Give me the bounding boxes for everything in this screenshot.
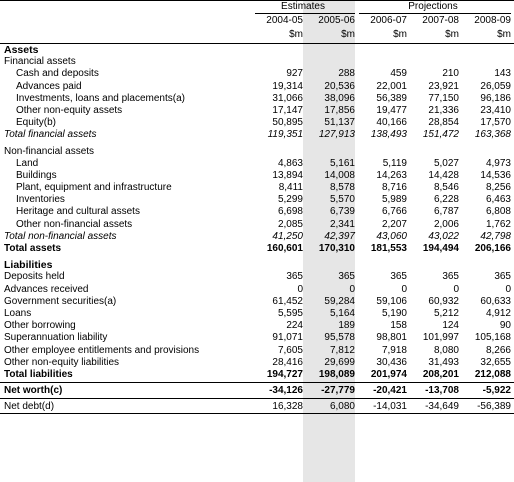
row-value: 42,397 — [324, 230, 355, 242]
row-value: 6,808 — [485, 206, 511, 218]
divider-rule — [0, 382, 514, 383]
unit-label: $m — [341, 29, 355, 40]
row-value: 22,001 — [376, 80, 407, 92]
row-label: Net worth(c) — [4, 385, 63, 397]
row-value: 158 — [390, 320, 407, 332]
row-value: 28,416 — [272, 356, 303, 368]
row-value: 208,201 — [422, 368, 459, 380]
year-header: 2004-05 — [266, 15, 303, 26]
row-label: Government securities(a) — [4, 295, 117, 307]
row-value: 96,186 — [480, 92, 511, 104]
row-value: 206,166 — [474, 243, 511, 254]
table-row — [0, 170, 514, 182]
bottom-rule — [0, 413, 514, 414]
row-label: Equity(b) — [16, 117, 57, 129]
row-value: 0 — [401, 283, 407, 295]
table-row — [0, 182, 514, 194]
row-value: 23,921 — [428, 80, 459, 92]
row-label: Superannuation liability — [4, 332, 108, 344]
row-label: Other employee entitlements and provisions — [4, 344, 200, 356]
row-value: 14,536 — [480, 169, 511, 181]
row-value: 210 — [442, 68, 459, 80]
row-value: 43,022 — [428, 230, 459, 242]
row-value: 19,314 — [272, 80, 303, 92]
row-value: 201,974 — [370, 368, 407, 380]
section-heading-liabilities-label: Liabilities — [4, 259, 53, 272]
subheading-financial-assets — [0, 56, 514, 68]
row-value: 31,493 — [428, 356, 459, 368]
row-value: 5,989 — [381, 194, 407, 206]
row-value: 365 — [286, 271, 303, 283]
row-value: 77,150 — [428, 92, 459, 104]
row-label: Total liabilities — [4, 368, 73, 380]
table-row — [0, 68, 514, 80]
row-value: 32,655 — [480, 356, 511, 368]
row-value: 91,071 — [272, 332, 303, 344]
table-row — [0, 81, 514, 93]
row-label: Total non-financial assets — [4, 230, 117, 242]
row-value: 6,766 — [381, 206, 407, 218]
table-row — [0, 158, 514, 170]
subheading-financial-assets-label: Financial assets — [4, 56, 76, 68]
table-header — [0, 0, 514, 44]
table-row — [0, 194, 514, 206]
row-value: 41,250 — [272, 230, 303, 242]
row-value: 105,168 — [474, 332, 511, 344]
estimates-header: Estimates — [281, 1, 325, 12]
table-row — [0, 105, 514, 117]
row-value: 365 — [390, 271, 407, 283]
unit-label: $m — [289, 29, 303, 40]
section-heading-assets-label: Assets — [4, 44, 39, 56]
row-value: 160,601 — [266, 243, 303, 254]
row-label: Deposits held — [4, 271, 65, 283]
row-value: 40,166 — [376, 117, 407, 129]
row-value: 8,411 — [278, 182, 303, 194]
row-value: 38,096 — [324, 92, 355, 104]
row-value: 6,739 — [329, 206, 355, 218]
row-value: 20,536 — [324, 80, 355, 92]
row-value: 124 — [442, 320, 459, 332]
row-value: 4,973 — [485, 157, 511, 169]
unit-label: $m — [497, 29, 511, 40]
unit-label: $m — [445, 29, 459, 40]
row-value: -14,031 — [373, 401, 407, 413]
row-value: 5,190 — [381, 307, 407, 319]
table-row — [0, 206, 514, 218]
row-value: 26,059 — [480, 80, 511, 92]
row-label: Net debt(d) — [4, 401, 55, 413]
row-value: 60,932 — [428, 295, 459, 307]
row-value: 8,266 — [485, 344, 511, 356]
row-value: 8,256 — [485, 182, 511, 194]
row-label: Other non-equity liabilities — [4, 356, 120, 368]
divider-rule — [0, 398, 514, 399]
row-value: 7,812 — [329, 344, 355, 356]
year-header: 2005-06 — [318, 15, 355, 26]
table-row — [0, 219, 514, 231]
row-value: 7,918 — [381, 344, 407, 356]
table-row — [0, 284, 514, 296]
row-value: 181,553 — [370, 243, 407, 254]
row-value: 7,605 — [277, 344, 303, 356]
row-value: 0 — [453, 283, 459, 295]
year-header: 2008-09 — [474, 15, 511, 26]
row-value: 8,080 — [433, 344, 459, 356]
row-value: 5,119 — [382, 157, 407, 169]
row-value: 17,147 — [272, 104, 303, 116]
section-heading-liabilities — [0, 259, 514, 271]
row-value: 8,546 — [433, 182, 459, 194]
row-value: 288 — [338, 68, 355, 80]
row-value: 23,410 — [480, 104, 511, 116]
row-value: 51,137 — [324, 117, 355, 129]
row-value: 2,207 — [381, 218, 407, 230]
projections-header: Projections — [408, 1, 458, 12]
row-value: 61,452 — [272, 295, 303, 307]
row-value: 163,368 — [474, 129, 511, 141]
row-value: 6,463 — [485, 194, 511, 206]
row-label: Inventories — [16, 194, 65, 206]
row-value: 29,699 — [324, 356, 355, 368]
row-value: 0 — [505, 283, 511, 295]
row-label: Advances paid — [16, 80, 82, 92]
row-value: 189 — [338, 320, 355, 332]
row-value: 21,336 — [428, 104, 459, 116]
row-value: 151,472 — [422, 129, 459, 141]
row-value: -5,922 — [482, 385, 511, 397]
row-label: Total financial assets — [4, 129, 97, 141]
row-value: 0 — [349, 283, 355, 295]
row-value: 60,633 — [480, 295, 511, 307]
row-value: 4,912 — [485, 307, 511, 319]
row-value: 138,493 — [370, 129, 407, 141]
row-value: 927 — [286, 68, 303, 80]
row-value: 95,578 — [324, 332, 355, 344]
row-value: -34,649 — [425, 401, 459, 413]
row-label: Investments, loans and placements(a) — [16, 92, 185, 104]
row-label: Heritage and cultural assets — [16, 206, 140, 218]
section-heading-assets — [0, 44, 514, 56]
row-value: 16,328 — [272, 401, 303, 413]
row-value: -13,708 — [425, 385, 459, 397]
row-value: 5,164 — [329, 307, 355, 319]
row-label: Other non-equity assets — [16, 104, 123, 116]
row-label: Advances received — [4, 283, 89, 295]
row-value: 119,351 — [267, 129, 303, 141]
estimates-underline — [255, 13, 355, 14]
row-value: 5,161 — [329, 157, 355, 169]
row-value: 4,863 — [277, 157, 303, 169]
row-value: 8,716 — [381, 182, 407, 194]
row-value: 365 — [338, 271, 355, 283]
row-value: 365 — [442, 271, 459, 283]
row-value: 59,106 — [376, 295, 407, 307]
row-label: Loans — [4, 307, 32, 319]
row-label: Cash and deposits — [16, 68, 99, 80]
row-value: 13,894 — [272, 169, 303, 181]
row-value: 5,299 — [277, 194, 303, 206]
row-value: 2,085 — [277, 218, 303, 230]
subheading-nonfinancial-assets — [0, 146, 514, 158]
row-value: 365 — [494, 271, 511, 283]
table-row — [0, 357, 514, 369]
row-value: 17,856 — [324, 104, 355, 116]
row-value: 98,801 — [376, 332, 407, 344]
row-value: 198,089 — [318, 368, 355, 380]
total-assets-row — [0, 243, 514, 255]
row-label: Buildings — [16, 169, 57, 181]
row-value: 5,570 — [329, 194, 355, 206]
row-value: -56,389 — [477, 401, 511, 413]
row-value: 194,494 — [422, 243, 459, 254]
row-value: 5,595 — [277, 307, 303, 319]
row-value: 17,570 — [480, 117, 511, 129]
table-row — [0, 296, 514, 308]
row-value: 28,854 — [428, 117, 459, 129]
row-value: 14,263 — [376, 169, 407, 181]
row-label: Plant, equipment and infrastructure — [16, 182, 172, 194]
row-value: 224 — [286, 320, 303, 332]
total-liabilities-row — [0, 369, 514, 381]
row-value: 14,428 — [428, 169, 459, 181]
row-value: 59,284 — [324, 295, 355, 307]
row-value: 31,066 — [272, 92, 303, 104]
row-value: 2,341 — [329, 218, 355, 230]
row-value: 43,060 — [376, 230, 407, 242]
unit-label: $m — [393, 29, 407, 40]
table-row — [0, 308, 514, 320]
row-value: 5,212 — [433, 307, 459, 319]
row-value: 30,436 — [376, 356, 407, 368]
row-value: 194,727 — [266, 368, 303, 380]
table-body — [0, 44, 514, 415]
total-nonfinancial-assets-row — [0, 231, 514, 243]
net-worth-row — [0, 385, 514, 397]
row-value: 127,913 — [318, 129, 355, 141]
table-row — [0, 332, 514, 344]
subheading-nonfinancial-assets-label: Non-financial assets — [4, 145, 95, 157]
row-label: Other non-financial assets — [16, 218, 133, 230]
row-value: -34,126 — [269, 385, 303, 397]
table-row — [0, 271, 514, 283]
projections-underline — [359, 13, 511, 14]
row-value: 0 — [297, 283, 303, 295]
row-value: -20,421 — [373, 385, 407, 397]
year-header: 2006-07 — [370, 15, 407, 26]
row-value: 2,006 — [433, 218, 459, 230]
row-value: 42,798 — [480, 230, 511, 242]
row-value: 90 — [499, 320, 511, 332]
row-value: 50,895 — [272, 117, 303, 129]
row-value: 143 — [494, 68, 511, 80]
row-label: Other borrowing — [4, 320, 76, 332]
row-value: 14,008 — [324, 169, 355, 181]
row-value: 6,698 — [277, 206, 303, 218]
row-value: 6,787 — [433, 206, 459, 218]
table-row — [0, 345, 514, 357]
table-row — [0, 117, 514, 129]
row-value: 1,762 — [485, 218, 511, 230]
row-value: 212,088 — [474, 368, 511, 380]
total-financial-assets-row — [0, 129, 514, 141]
top-rule — [0, 0, 514, 1]
table-row — [0, 320, 514, 332]
row-value: -27,779 — [321, 385, 355, 397]
row-value: 6,080 — [329, 401, 355, 413]
year-header: 2007-08 — [422, 15, 459, 26]
row-value: 8,578 — [329, 182, 355, 194]
row-label: Land — [16, 157, 39, 169]
row-value: 170,310 — [318, 243, 355, 254]
row-value: 6,228 — [433, 194, 459, 206]
table-row — [0, 93, 514, 105]
net-debt-row — [0, 401, 514, 413]
table-end — [0, 413, 514, 415]
row-value: 459 — [390, 68, 407, 80]
row-label: Total assets — [4, 243, 62, 254]
row-value: 101,997 — [422, 332, 459, 344]
row-value: 56,389 — [376, 92, 407, 104]
row-value: 19,477 — [376, 104, 407, 116]
row-value: 5,027 — [433, 157, 459, 169]
